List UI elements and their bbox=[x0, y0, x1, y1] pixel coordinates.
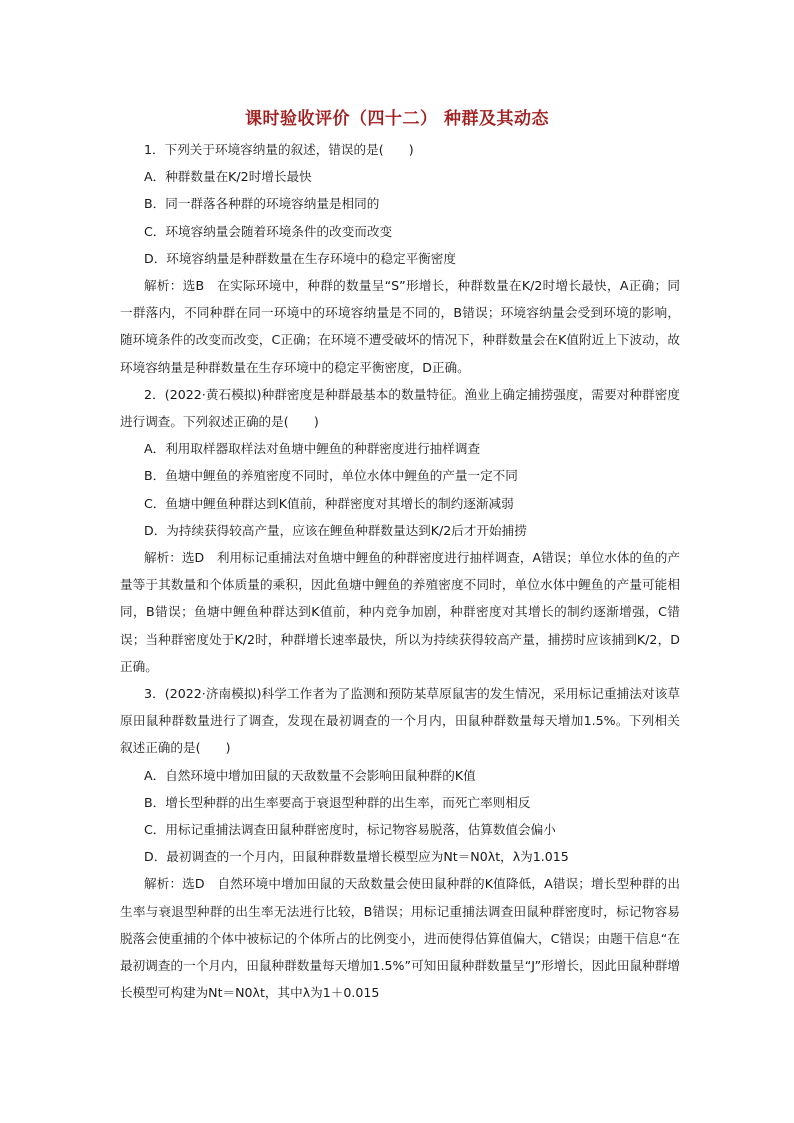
question-3-option-d: D．最初调查的一个月内，田鼠种群数量增长模型应为Nt＝N0λt，λ为1.015 bbox=[144, 849, 569, 865]
question-3-stem: 3．(2022·济南模拟)科学工作者为了监测和预防某草原鼠害的发生情况，采用标记重捕法对该草原田鼠种群数量进行了调查，发现在最初调查的一个月内，田鼠种群数量每天增加1.5%。下列相关叙述正确的是( ) bbox=[120, 686, 680, 756]
question-2-option-d: D．为持续获得较高产量，应该在鲤鱼种群数量达到K/2后才开始捕捞 bbox=[144, 522, 527, 538]
question-1-stem: 1．下列关于环境容纳量的叙述，错误的是( ) bbox=[144, 142, 414, 157]
document-body bbox=[120, 136, 680, 1007]
question-1-option-a: A．种群数量在K/2时增长最快 bbox=[144, 169, 312, 185]
question-3-option-c: C．用标记重捕法调查田鼠种群密度时，标记物容易脱落，估算数值会偏小 bbox=[144, 822, 556, 838]
question-1-analysis: 解析：选B 在实际环境中，种群的数量呈“S”形增长，种群数量在K/2时增长最快，A正确；同一群落内，不同种群在同一环境中的环境容纳量是不同的，B错误；环境容纳量会受到环境的影响，随环境条件的改变而改变，C正确；在环境不遭受破坏的情况下，种群数量会在K值附近上下波动，故环境容纳量是种群数量在生存环境中的稳定平衡密度，D正确。 bbox=[120, 278, 680, 375]
question-2-stem: 2．(2022·黄石模拟)种群密度是种群最基本的数量特征。渔业上确定捕捞强度，需要对种群密度进行调查。下列叙述正确的是( ) bbox=[120, 386, 680, 430]
question-3-option-a: A．自然环境中增加田鼠的天敌数量不会影响田鼠种群的K值 bbox=[144, 767, 476, 783]
question-2-option-a: A．利用取样器取样法对鱼塘中鲤鱼的种群密度进行抽样调查 bbox=[144, 441, 481, 457]
question-2-option-c: C．鱼塘中鲤鱼种群达到K值前，种群密度对其增长的制约逐渐减弱 bbox=[144, 495, 514, 511]
question-1-option-c: C．环境容纳量会随着环境条件的改变而改变 bbox=[144, 223, 393, 239]
question-2-analysis: 解析：选D 利用标记重捕法对鱼塘中鲤鱼的种群密度进行抽样调查，A错误；单位水体的鱼的产量等于其数量和个体质量的乘积，因此鱼塘中鲤鱼的养殖密度不同时，单位水体中鲤鱼的产量可能相同，B错误；鱼塘中鲤鱼种群达到K值前，种内竞争加剧，种群密度对其增长的制约逐渐增强，C错误；当种群密度处于K/2时，种群增长速率最快，所以为持续获得较高产量，捕捞时应该捕到K/2，D正确。 bbox=[120, 550, 680, 674]
question-1-option-b: B．同一群落各种群的环境容纳量是相同的 bbox=[144, 196, 380, 212]
page-title: 课时验收评价（四十二） 种群及其动态 bbox=[245, 109, 549, 129]
question-2-option-b: B．鱼塘中鲤鱼的养殖密度不同时，单位水体中鲤鱼的产量一定不同 bbox=[144, 468, 518, 484]
question-3-analysis: 解析：选D 自然环境中增加田鼠的天敌数量会使田鼠种群的K值降低，A错误；增长型种群的出生率与衰退型种群的出生率无法进行比较，B错误；用标记重捕法调查田鼠种群密度时，标记物容易脱落会使重捕的个体中被标记的个体所占的比例变小，进而使得估算值偏大，C错误；由题干信息“在最初调查的一个月内，田鼠种群数量每天增加1.5%”可知田鼠种群数量呈“J”形增长，因此田鼠种群增长模型可构建为Nt＝N0λt，其中λ为1＋0.015 bbox=[120, 876, 680, 1001]
question-1-option-d: D．环境容纳量是种群数量在生存环境中的稳定平衡密度 bbox=[144, 250, 456, 266]
question-3-option-b: B．增长型种群的出生率要高于衰退型种群的出生率，而死亡率则相反 bbox=[144, 794, 531, 810]
